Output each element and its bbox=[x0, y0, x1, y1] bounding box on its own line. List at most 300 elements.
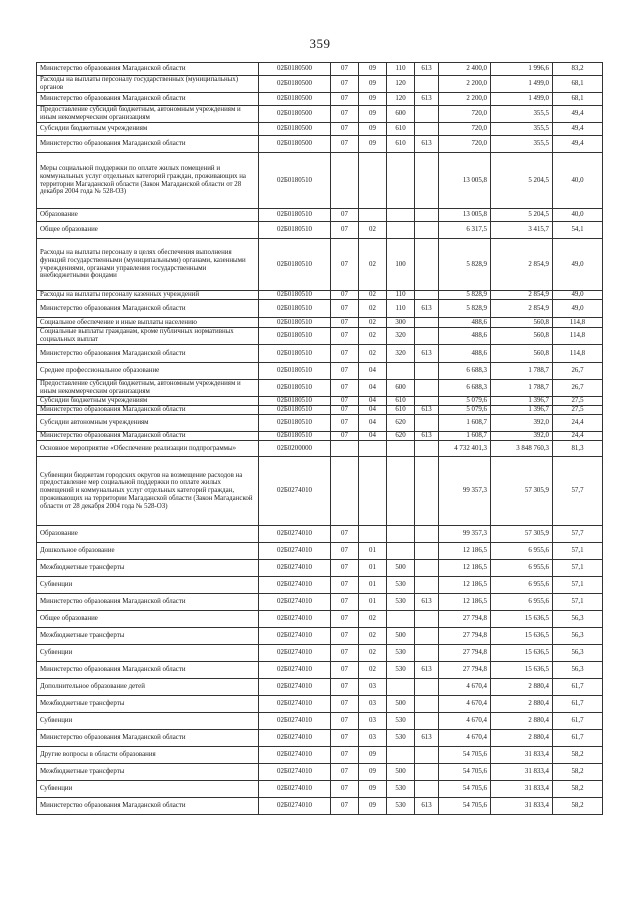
cell-actual: 57 305,9 bbox=[491, 526, 553, 543]
cell-section bbox=[331, 441, 359, 457]
cell-name: Расходы на выплаты персоналу в целях обеспечения выполнения функций государственными (муниципальными) органами, казенными учреждениями, органами управления государственными внебюджетными фондами bbox=[37, 239, 259, 291]
table-row bbox=[37, 106, 603, 123]
cell-admin-code: 613 bbox=[415, 406, 439, 415]
cell-name: Субвенции bbox=[37, 713, 259, 730]
cell-plan: 4 670,4 bbox=[439, 696, 491, 713]
cell-admin-code bbox=[415, 363, 439, 380]
table-row bbox=[37, 713, 603, 730]
cell-plan: 6 688,3 bbox=[439, 363, 491, 380]
cell-admin-code bbox=[415, 781, 439, 798]
cell-section: 07 bbox=[331, 106, 359, 123]
cell-admin-code bbox=[415, 441, 439, 457]
cell-actual: 3 415,7 bbox=[491, 222, 553, 239]
cell-expense-type: 530 bbox=[387, 577, 415, 594]
cell-actual: 5 204,5 bbox=[491, 209, 553, 222]
cell-plan: 4 670,4 bbox=[439, 730, 491, 747]
cell-percent: 49,0 bbox=[553, 239, 603, 291]
table-row bbox=[37, 397, 603, 406]
table-row bbox=[37, 696, 603, 713]
cell-section: 07 bbox=[331, 560, 359, 577]
cell-code: 02Б0274010 bbox=[259, 730, 331, 747]
cell-percent: 27,5 bbox=[553, 397, 603, 406]
table-row bbox=[37, 406, 603, 415]
cell-section: 07 bbox=[331, 123, 359, 136]
cell-name: Меры социальной поддержки по оплате жилых помещений и коммунальных услуг отдельных категорий граждан, проживающих на территории Магаданской области (Закон Магаданской области от 28 декабря 2004 года № 528-ОЗ) bbox=[37, 153, 259, 209]
cell-expense-type: 530 bbox=[387, 713, 415, 730]
cell-section: 07 bbox=[331, 628, 359, 645]
cell-subsection bbox=[359, 441, 387, 457]
cell-expense-type: 530 bbox=[387, 798, 415, 815]
cell-admin-code bbox=[415, 747, 439, 764]
cell-percent: 24,4 bbox=[553, 415, 603, 432]
cell-admin-code bbox=[415, 123, 439, 136]
cell-actual: 1 396,7 bbox=[491, 397, 553, 406]
cell-percent: 61,7 bbox=[553, 730, 603, 747]
cell-code: 02Б0180510 bbox=[259, 209, 331, 222]
cell-subsection: 04 bbox=[359, 432, 387, 441]
cell-subsection: 02 bbox=[359, 291, 387, 300]
cell-name: Министерство образования Магаданской области bbox=[37, 136, 259, 153]
cell-plan: 4 732 401,3 bbox=[439, 441, 491, 457]
cell-name: Дополнительное образование детей bbox=[37, 679, 259, 696]
cell-section: 07 bbox=[331, 380, 359, 397]
cell-actual: 1 996,6 bbox=[491, 63, 553, 76]
cell-plan: 5 828,9 bbox=[439, 291, 491, 300]
cell-expense-type: 100 bbox=[387, 239, 415, 291]
cell-code: 02Б0180510 bbox=[259, 222, 331, 239]
cell-subsection: 09 bbox=[359, 76, 387, 93]
table-row bbox=[37, 798, 603, 815]
cell-name: Образование bbox=[37, 209, 259, 222]
cell-subsection: 04 bbox=[359, 363, 387, 380]
cell-name: Субсидии бюджетным учреждениям bbox=[37, 123, 259, 136]
cell-section bbox=[331, 457, 359, 526]
cell-section: 07 bbox=[331, 594, 359, 611]
cell-subsection: 02 bbox=[359, 222, 387, 239]
table-row bbox=[37, 730, 603, 747]
cell-name: Министерство образования Магаданской области bbox=[37, 93, 259, 106]
table-row bbox=[37, 380, 603, 397]
cell-expense-type: 500 bbox=[387, 628, 415, 645]
table-row bbox=[37, 645, 603, 662]
cell-plan: 488,6 bbox=[439, 328, 491, 345]
cell-actual: 5 204,5 bbox=[491, 153, 553, 209]
cell-code: 02Б0180510 bbox=[259, 363, 331, 380]
cell-code: 02Б0180500 bbox=[259, 123, 331, 136]
cell-subsection: 02 bbox=[359, 239, 387, 291]
cell-actual: 2 854,9 bbox=[491, 300, 553, 318]
cell-actual: 2 854,9 bbox=[491, 239, 553, 291]
cell-subsection: 09 bbox=[359, 93, 387, 106]
cell-code: 02Б0274010 bbox=[259, 679, 331, 696]
cell-name: Министерство образования Магаданской области bbox=[37, 432, 259, 441]
cell-actual: 15 636,5 bbox=[491, 628, 553, 645]
cell-expense-type: 610 bbox=[387, 397, 415, 406]
cell-expense-type bbox=[387, 679, 415, 696]
cell-plan: 2 400,0 bbox=[439, 63, 491, 76]
table-row bbox=[37, 239, 603, 291]
cell-plan: 13 005,8 bbox=[439, 209, 491, 222]
cell-subsection: 02 bbox=[359, 645, 387, 662]
cell-admin-code: 613 bbox=[415, 345, 439, 363]
cell-expense-type bbox=[387, 222, 415, 239]
table-row bbox=[37, 345, 603, 363]
cell-percent: 24,4 bbox=[553, 432, 603, 441]
table-row bbox=[37, 577, 603, 594]
cell-name: Другие вопросы в области образования bbox=[37, 747, 259, 764]
table-row bbox=[37, 222, 603, 239]
cell-code: 02Б0274010 bbox=[259, 696, 331, 713]
cell-admin-code: 613 bbox=[415, 594, 439, 611]
cell-name: Субвенции bbox=[37, 645, 259, 662]
cell-expense-type: 530 bbox=[387, 781, 415, 798]
table-row bbox=[37, 209, 603, 222]
cell-subsection: 09 bbox=[359, 764, 387, 781]
table-row bbox=[37, 526, 603, 543]
cell-plan: 488,6 bbox=[439, 345, 491, 363]
cell-expense-type: 320 bbox=[387, 345, 415, 363]
cell-admin-code bbox=[415, 611, 439, 628]
cell-name: Образование bbox=[37, 526, 259, 543]
cell-percent: 58,2 bbox=[553, 798, 603, 815]
cell-plan: 4 670,4 bbox=[439, 679, 491, 696]
cell-name: Общее образование bbox=[37, 222, 259, 239]
cell-subsection: 04 bbox=[359, 415, 387, 432]
cell-section: 07 bbox=[331, 363, 359, 380]
cell-percent: 56,3 bbox=[553, 662, 603, 679]
cell-subsection: 02 bbox=[359, 300, 387, 318]
cell-plan: 99 357,3 bbox=[439, 457, 491, 526]
cell-expense-type: 600 bbox=[387, 106, 415, 123]
table-row bbox=[37, 543, 603, 560]
cell-code: 02Б0180510 bbox=[259, 239, 331, 291]
cell-plan: 12 186,5 bbox=[439, 594, 491, 611]
cell-expense-type: 120 bbox=[387, 93, 415, 106]
cell-section: 07 bbox=[331, 798, 359, 815]
cell-actual: 6 955,6 bbox=[491, 594, 553, 611]
cell-subsection: 02 bbox=[359, 318, 387, 328]
cell-subsection: 01 bbox=[359, 594, 387, 611]
cell-code: 02Б0274010 bbox=[259, 798, 331, 815]
cell-admin-code bbox=[415, 328, 439, 345]
cell-admin-code bbox=[415, 380, 439, 397]
cell-percent: 58,2 bbox=[553, 747, 603, 764]
cell-percent: 54,1 bbox=[553, 222, 603, 239]
cell-code: 02Б0274010 bbox=[259, 662, 331, 679]
cell-percent: 49,0 bbox=[553, 300, 603, 318]
cell-admin-code bbox=[415, 153, 439, 209]
cell-name: Министерство образования Магаданской области bbox=[37, 406, 259, 415]
cell-actual: 6 955,6 bbox=[491, 560, 553, 577]
cell-plan: 27 794,8 bbox=[439, 662, 491, 679]
cell-expense-type: 500 bbox=[387, 764, 415, 781]
cell-subsection: 03 bbox=[359, 713, 387, 730]
table-row bbox=[37, 747, 603, 764]
cell-subsection: 02 bbox=[359, 662, 387, 679]
cell-admin-code bbox=[415, 209, 439, 222]
cell-code: 02Б0180510 bbox=[259, 300, 331, 318]
cell-name: Социальные выплаты гражданам, кроме публичных нормативных социальных выплат bbox=[37, 328, 259, 345]
cell-subsection: 04 bbox=[359, 406, 387, 415]
cell-admin-code bbox=[415, 577, 439, 594]
cell-code: 02Б0274010 bbox=[259, 628, 331, 645]
cell-name: Субвенции bbox=[37, 577, 259, 594]
cell-admin-code: 613 bbox=[415, 63, 439, 76]
cell-subsection: 01 bbox=[359, 543, 387, 560]
cell-section bbox=[331, 153, 359, 209]
cell-plan: 54 705,6 bbox=[439, 798, 491, 815]
cell-percent: 26,7 bbox=[553, 380, 603, 397]
cell-name: Субвенции bbox=[37, 781, 259, 798]
cell-plan: 54 705,6 bbox=[439, 747, 491, 764]
cell-subsection: 04 bbox=[359, 380, 387, 397]
cell-code: 02Б0200000 bbox=[259, 441, 331, 457]
cell-plan: 2 200,0 bbox=[439, 93, 491, 106]
cell-actual: 355,5 bbox=[491, 136, 553, 153]
table-row bbox=[37, 781, 603, 798]
cell-name: Среднее профессиональное образование bbox=[37, 363, 259, 380]
cell-actual: 31 833,4 bbox=[491, 747, 553, 764]
cell-plan: 6 317,5 bbox=[439, 222, 491, 239]
cell-percent: 57,7 bbox=[553, 457, 603, 526]
cell-section: 07 bbox=[331, 63, 359, 76]
cell-section: 07 bbox=[331, 781, 359, 798]
cell-actual: 2 880,4 bbox=[491, 679, 553, 696]
cell-expense-type: 320 bbox=[387, 328, 415, 345]
cell-code: 02Б0180500 bbox=[259, 106, 331, 123]
cell-admin-code bbox=[415, 415, 439, 432]
cell-actual: 355,5 bbox=[491, 106, 553, 123]
cell-percent: 57,1 bbox=[553, 543, 603, 560]
cell-admin-code bbox=[415, 628, 439, 645]
cell-actual: 1 788,7 bbox=[491, 363, 553, 380]
cell-actual: 2 854,9 bbox=[491, 291, 553, 300]
cell-actual: 6 955,6 bbox=[491, 577, 553, 594]
cell-expense-type: 500 bbox=[387, 696, 415, 713]
cell-subsection: 01 bbox=[359, 577, 387, 594]
cell-code: 02Б0274010 bbox=[259, 713, 331, 730]
cell-plan: 488,6 bbox=[439, 318, 491, 328]
cell-actual: 6 955,6 bbox=[491, 543, 553, 560]
cell-name: Министерство образования Магаданской области bbox=[37, 345, 259, 363]
cell-plan: 27 794,8 bbox=[439, 628, 491, 645]
cell-plan: 12 186,5 bbox=[439, 577, 491, 594]
table-row bbox=[37, 363, 603, 380]
cell-admin-code bbox=[415, 679, 439, 696]
cell-section: 07 bbox=[331, 432, 359, 441]
cell-plan: 12 186,5 bbox=[439, 560, 491, 577]
cell-code: 02Б0274010 bbox=[259, 594, 331, 611]
cell-code: 02Б0180500 bbox=[259, 63, 331, 76]
cell-code: 02Б0180500 bbox=[259, 136, 331, 153]
cell-admin-code bbox=[415, 696, 439, 713]
cell-admin-code: 613 bbox=[415, 300, 439, 318]
cell-subsection: 09 bbox=[359, 123, 387, 136]
cell-admin-code bbox=[415, 713, 439, 730]
cell-subsection: 09 bbox=[359, 798, 387, 815]
cell-plan: 720,0 bbox=[439, 123, 491, 136]
cell-admin-code bbox=[415, 526, 439, 543]
cell-admin-code bbox=[415, 239, 439, 291]
cell-expense-type: 110 bbox=[387, 291, 415, 300]
cell-percent: 49,4 bbox=[553, 136, 603, 153]
cell-name: Основное мероприятие «Обеспечение реализации подпрограммы» bbox=[37, 441, 259, 457]
cell-plan: 54 705,6 bbox=[439, 781, 491, 798]
cell-percent: 56,3 bbox=[553, 645, 603, 662]
cell-section: 07 bbox=[331, 318, 359, 328]
cell-expense-type: 300 bbox=[387, 318, 415, 328]
table-row bbox=[37, 300, 603, 318]
cell-plan: 4 670,4 bbox=[439, 713, 491, 730]
cell-actual: 57 305,9 bbox=[491, 457, 553, 526]
cell-plan: 5 079,6 bbox=[439, 397, 491, 406]
cell-admin-code bbox=[415, 764, 439, 781]
cell-actual: 2 880,4 bbox=[491, 730, 553, 747]
cell-section: 07 bbox=[331, 93, 359, 106]
cell-expense-type: 620 bbox=[387, 415, 415, 432]
cell-section: 07 bbox=[331, 76, 359, 93]
cell-plan: 1 608,7 bbox=[439, 432, 491, 441]
cell-expense-type: 530 bbox=[387, 662, 415, 679]
cell-actual: 560,8 bbox=[491, 328, 553, 345]
cell-actual: 3 848 760,3 bbox=[491, 441, 553, 457]
cell-expense-type bbox=[387, 153, 415, 209]
cell-admin-code bbox=[415, 106, 439, 123]
cell-code: 02Б0274010 bbox=[259, 747, 331, 764]
cell-code: 02Б0180510 bbox=[259, 328, 331, 345]
cell-section: 07 bbox=[331, 239, 359, 291]
cell-subsection: 03 bbox=[359, 730, 387, 747]
cell-subsection: 09 bbox=[359, 106, 387, 123]
cell-admin-code bbox=[415, 457, 439, 526]
cell-section: 07 bbox=[331, 662, 359, 679]
cell-name: Межбюджетные трансферты bbox=[37, 764, 259, 781]
cell-name: Министерство образования Магаданской области bbox=[37, 730, 259, 747]
cell-code: 02Б0274010 bbox=[259, 577, 331, 594]
cell-name: Предоставление субсидий бюджетным, автономным учреждениям и иным некоммерческим организациям bbox=[37, 106, 259, 123]
table-row bbox=[37, 76, 603, 93]
cell-name: Министерство образования Магаданской области bbox=[37, 594, 259, 611]
cell-section: 07 bbox=[331, 328, 359, 345]
cell-subsection: 03 bbox=[359, 696, 387, 713]
cell-percent: 58,2 bbox=[553, 764, 603, 781]
cell-subsection: 04 bbox=[359, 397, 387, 406]
cell-expense-type: 500 bbox=[387, 560, 415, 577]
cell-section: 07 bbox=[331, 679, 359, 696]
cell-expense-type: 530 bbox=[387, 594, 415, 611]
cell-percent: 61,7 bbox=[553, 713, 603, 730]
cell-admin-code bbox=[415, 560, 439, 577]
cell-code: 02Б0274010 bbox=[259, 781, 331, 798]
cell-subsection bbox=[359, 209, 387, 222]
cell-percent: 57,1 bbox=[553, 577, 603, 594]
cell-admin-code bbox=[415, 645, 439, 662]
cell-admin-code bbox=[415, 318, 439, 328]
cell-admin-code bbox=[415, 291, 439, 300]
cell-actual: 15 636,5 bbox=[491, 645, 553, 662]
cell-subsection: 03 bbox=[359, 679, 387, 696]
table-row bbox=[37, 123, 603, 136]
table-row bbox=[37, 432, 603, 441]
budget-table bbox=[36, 62, 603, 815]
cell-plan: 5 079,6 bbox=[439, 406, 491, 415]
cell-expense-type: 110 bbox=[387, 300, 415, 318]
cell-admin-code: 613 bbox=[415, 136, 439, 153]
cell-plan: 99 357,3 bbox=[439, 526, 491, 543]
cell-expense-type: 610 bbox=[387, 136, 415, 153]
cell-actual: 1 499,0 bbox=[491, 76, 553, 93]
table-row bbox=[37, 764, 603, 781]
cell-percent: 57,1 bbox=[553, 560, 603, 577]
cell-expense-type: 110 bbox=[387, 63, 415, 76]
table-row bbox=[37, 291, 603, 300]
cell-code: 02Б0274010 bbox=[259, 526, 331, 543]
cell-code: 02Б0180510 bbox=[259, 153, 331, 209]
cell-section: 07 bbox=[331, 397, 359, 406]
table-row bbox=[37, 560, 603, 577]
table-row bbox=[37, 328, 603, 345]
cell-percent: 49,4 bbox=[553, 123, 603, 136]
cell-name: Министерство образования Магаданской области bbox=[37, 662, 259, 679]
cell-section: 07 bbox=[331, 345, 359, 363]
table-row bbox=[37, 611, 603, 628]
cell-percent: 61,7 bbox=[553, 679, 603, 696]
cell-percent: 49,4 bbox=[553, 106, 603, 123]
cell-name: Субсидии бюджетным учреждениям bbox=[37, 397, 259, 406]
cell-expense-type: 620 bbox=[387, 432, 415, 441]
table-body bbox=[37, 63, 603, 815]
cell-percent: 58,2 bbox=[553, 781, 603, 798]
cell-admin-code: 613 bbox=[415, 93, 439, 106]
cell-section: 07 bbox=[331, 611, 359, 628]
cell-percent: 57,7 bbox=[553, 526, 603, 543]
cell-percent: 40,0 bbox=[553, 153, 603, 209]
table-row bbox=[37, 594, 603, 611]
cell-admin-code bbox=[415, 222, 439, 239]
table-row bbox=[37, 628, 603, 645]
cell-subsection bbox=[359, 526, 387, 543]
table-row bbox=[37, 662, 603, 679]
cell-plan: 54 705,6 bbox=[439, 764, 491, 781]
cell-code: 02Б0274010 bbox=[259, 611, 331, 628]
cell-actual: 392,0 bbox=[491, 432, 553, 441]
cell-subsection: 02 bbox=[359, 628, 387, 645]
cell-expense-type bbox=[387, 457, 415, 526]
cell-percent: 26,7 bbox=[553, 363, 603, 380]
cell-expense-type: 530 bbox=[387, 645, 415, 662]
cell-plan: 1 608,7 bbox=[439, 415, 491, 432]
cell-actual: 31 833,4 bbox=[491, 781, 553, 798]
cell-percent: 68,1 bbox=[553, 93, 603, 106]
cell-section: 07 bbox=[331, 406, 359, 415]
cell-section: 07 bbox=[331, 300, 359, 318]
cell-actual: 2 880,4 bbox=[491, 696, 553, 713]
cell-code: 02Б0180510 bbox=[259, 406, 331, 415]
cell-section: 07 bbox=[331, 543, 359, 560]
cell-admin-code: 613 bbox=[415, 432, 439, 441]
cell-percent: 61,7 bbox=[553, 696, 603, 713]
cell-section: 07 bbox=[331, 577, 359, 594]
cell-actual: 392,0 bbox=[491, 415, 553, 432]
cell-code: 02Б0180510 bbox=[259, 318, 331, 328]
cell-percent: 68,1 bbox=[553, 76, 603, 93]
cell-section: 07 bbox=[331, 747, 359, 764]
cell-subsection: 02 bbox=[359, 328, 387, 345]
cell-admin-code: 613 bbox=[415, 662, 439, 679]
cell-section: 07 bbox=[331, 645, 359, 662]
cell-actual: 31 833,4 bbox=[491, 798, 553, 815]
cell-code: 02Б0180510 bbox=[259, 345, 331, 363]
